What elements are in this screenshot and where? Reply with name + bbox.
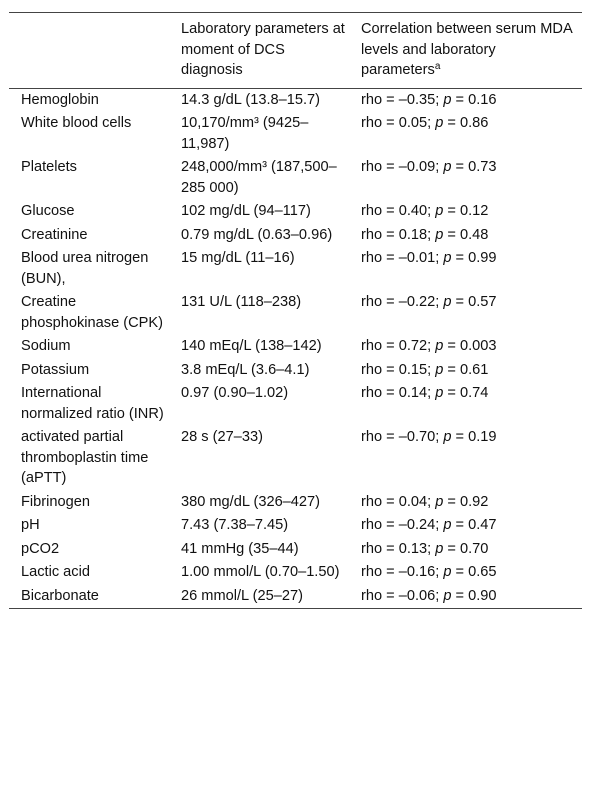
separator: ; xyxy=(435,429,444,445)
table-row xyxy=(9,491,582,515)
equals: = xyxy=(451,429,469,445)
header-correlation-text: Correlation between serum MDA levels and laboratory parameters xyxy=(361,21,572,78)
equals: = xyxy=(443,540,461,557)
separator: ; xyxy=(435,294,444,310)
value-cell: 248,000/mm³ (187,500–285 000) xyxy=(181,159,337,196)
separator: ; xyxy=(435,91,444,108)
p-value: 0.70 xyxy=(460,540,489,557)
equals: = xyxy=(451,91,469,108)
correlation-cell xyxy=(361,224,582,248)
separator: ; xyxy=(435,564,444,580)
value-cell: 0.79 mg/dL (0.63–0.96) xyxy=(181,226,333,243)
rho-label: rho = xyxy=(361,226,399,243)
footnote-marker: a xyxy=(434,61,441,72)
p-value: 0.003 xyxy=(460,338,497,354)
correlation-cell xyxy=(361,561,582,585)
parameter-cell: Creatine phosphokinase (CPK) xyxy=(21,294,163,331)
rho-label: rho = xyxy=(361,115,399,131)
value-cell: 1.00 mmol/L (0.70–1.50) xyxy=(181,564,340,580)
parameter-cell: White blood cells xyxy=(21,115,132,131)
p-label: p xyxy=(443,250,452,266)
separator: ; xyxy=(427,203,436,219)
p-label: p xyxy=(443,587,452,604)
p-value: 0.92 xyxy=(460,493,489,510)
value-cell: 41 mmHg (35–44) xyxy=(181,540,299,557)
parameter-cell: activated partial thromboplastin time (aPTT) xyxy=(21,429,149,486)
header-lab-parameters: Laboratory parameters at moment of DCS diagnosis xyxy=(181,21,345,78)
p-label: p xyxy=(435,338,444,354)
parameter-cell: Blood urea nitrogen (BUN), xyxy=(21,250,149,287)
value-cell: 131 U/L (118–238) xyxy=(181,294,302,310)
parameter-cell: pH xyxy=(21,517,40,533)
correlation-cell xyxy=(361,291,582,315)
p-value: 0.65 xyxy=(468,564,497,580)
p-label: p xyxy=(443,159,452,175)
table-row xyxy=(9,382,582,426)
value-cell: 0.97 (0.90–1.02) xyxy=(181,385,289,401)
parameter-cell: Lactic acid xyxy=(21,564,90,580)
separator: ; xyxy=(435,587,444,604)
rho-value: 0.05 xyxy=(398,115,428,131)
table-row xyxy=(9,112,582,156)
equals: = xyxy=(451,587,469,604)
p-value: 0.61 xyxy=(460,361,489,378)
p-value: 0.19 xyxy=(468,429,497,445)
table-row xyxy=(9,247,582,291)
table-body xyxy=(9,89,582,609)
equals: = xyxy=(451,294,469,310)
value-cell: 26 mmol/L (25–27) xyxy=(181,587,303,604)
table-row xyxy=(9,156,582,200)
rho-value: –0.35 xyxy=(398,91,436,108)
parameter-cell: Potassium xyxy=(21,361,90,378)
p-label: p xyxy=(435,115,444,131)
p-label: p xyxy=(435,540,444,557)
rho-label: rho = xyxy=(361,338,399,354)
rho-label: rho = xyxy=(361,429,399,445)
rho-label: rho = xyxy=(361,517,399,533)
table-row xyxy=(9,426,582,491)
p-label: p xyxy=(435,226,444,243)
equals: = xyxy=(451,517,469,533)
rho-label: rho = xyxy=(361,385,399,401)
table-header-row xyxy=(9,13,582,89)
table-row xyxy=(9,291,582,335)
rho-label: rho = xyxy=(361,587,399,604)
table-row xyxy=(9,585,582,609)
separator: ; xyxy=(427,493,436,510)
rho-value: 0.04 xyxy=(398,493,428,510)
value-cell: 380 mg/dL (326–427) xyxy=(181,493,321,510)
p-value: 0.99 xyxy=(468,250,497,266)
value-cell: 14.3 g/dL (13.8–15.7) xyxy=(181,91,321,108)
rho-label: rho = xyxy=(361,91,399,108)
header-correlation xyxy=(361,13,582,88)
rho-value: 0.15 xyxy=(398,361,428,378)
rho-label: rho = xyxy=(361,159,399,175)
table-row xyxy=(9,514,582,538)
separator: ; xyxy=(427,115,436,131)
table-row xyxy=(9,89,582,113)
p-value: 0.12 xyxy=(460,203,489,219)
p-label: p xyxy=(435,493,444,510)
rho-value: –0.06 xyxy=(398,587,436,604)
p-value: 0.90 xyxy=(468,587,497,604)
separator: ; xyxy=(427,385,436,401)
rho-label: rho = xyxy=(361,493,399,510)
correlation-cell xyxy=(361,585,582,609)
parameter-cell: Creatinine xyxy=(21,226,88,243)
value-cell: 15 mg/dL (11–16) xyxy=(181,250,295,266)
p-label: p xyxy=(435,203,444,219)
value-cell: 140 mEq/L (138–142) xyxy=(181,338,322,354)
correlation-cell xyxy=(361,247,582,271)
rho-value: –0.70 xyxy=(398,429,436,445)
p-value: 0.86 xyxy=(460,115,489,131)
parameter-cell: Hemoglobin xyxy=(21,91,99,108)
rho-value: –0.09 xyxy=(398,159,436,175)
separator: ; xyxy=(427,338,436,354)
correlation-cell xyxy=(361,538,582,562)
table-row xyxy=(9,538,582,562)
rho-label: rho = xyxy=(361,294,399,310)
header-empty xyxy=(9,13,181,26)
correlation-cell xyxy=(361,426,582,450)
rho-value: 0.18 xyxy=(398,226,428,243)
table-row xyxy=(9,335,582,359)
correlation-cell xyxy=(361,200,582,224)
separator: ; xyxy=(427,540,436,557)
p-label: p xyxy=(443,429,452,445)
p-label: p xyxy=(435,385,444,401)
value-cell: 28 s (27–33) xyxy=(181,429,263,445)
correlation-cell xyxy=(361,89,582,113)
table-row xyxy=(9,561,582,585)
parameter-cell: pCO2 xyxy=(21,540,60,557)
correlation-cell xyxy=(361,335,582,359)
equals: = xyxy=(451,564,469,580)
p-label: p xyxy=(443,517,452,533)
value-cell: 3.8 mEq/L (3.6–4.1) xyxy=(181,361,310,378)
p-value: 0.48 xyxy=(460,226,489,243)
parameter-cell: Sodium xyxy=(21,338,71,354)
p-label: p xyxy=(435,361,444,378)
rho-value: –0.22 xyxy=(398,294,436,310)
separator: ; xyxy=(435,159,444,175)
table-row xyxy=(9,200,582,224)
correlation-cell xyxy=(361,156,582,180)
rho-value: 0.14 xyxy=(398,385,428,401)
rho-label: rho = xyxy=(361,540,399,557)
separator: ; xyxy=(435,250,444,266)
table-row xyxy=(9,359,582,383)
rho-value: –0.24 xyxy=(398,517,436,533)
correlation-cell xyxy=(361,112,582,136)
rho-value: 0.72 xyxy=(398,338,428,354)
equals: = xyxy=(443,385,461,401)
parameter-cell: International normalized ratio (INR) xyxy=(21,385,164,422)
rho-label: rho = xyxy=(361,203,399,219)
rho-value: 0.13 xyxy=(398,540,428,557)
separator: ; xyxy=(427,226,436,243)
p-label: p xyxy=(443,564,452,580)
parameter-cell: Glucose xyxy=(21,203,75,219)
correlation-cell xyxy=(361,359,582,383)
correlation-cell xyxy=(361,514,582,538)
rho-label: rho = xyxy=(361,250,399,266)
equals: = xyxy=(443,361,461,378)
parameter-cell: Fibrinogen xyxy=(21,493,90,510)
parameter-cell: Bicarbonate xyxy=(21,587,99,604)
p-label: p xyxy=(443,91,452,108)
equals: = xyxy=(443,115,461,131)
equals: = xyxy=(443,203,461,219)
p-value: 0.73 xyxy=(468,159,497,175)
correlation-cell xyxy=(361,382,582,406)
equals: = xyxy=(451,250,469,266)
p-value: 0.74 xyxy=(460,385,489,401)
value-cell: 10,170/mm³ (9425–11,987) xyxy=(181,115,309,152)
value-cell: 7.43 (7.38–7.45) xyxy=(181,517,289,533)
separator: ; xyxy=(435,517,444,533)
p-label: p xyxy=(443,294,452,310)
table-row xyxy=(9,224,582,248)
rho-value: –0.16 xyxy=(398,564,436,580)
equals: = xyxy=(451,159,469,175)
equals: = xyxy=(443,226,461,243)
p-value: 0.47 xyxy=(468,517,497,533)
equals: = xyxy=(443,338,461,354)
parameter-cell: Platelets xyxy=(21,159,77,175)
value-cell: 102 mg/dL (94–117) xyxy=(181,203,311,219)
rho-value: 0.40 xyxy=(398,203,428,219)
separator: ; xyxy=(427,361,436,378)
equals: = xyxy=(443,493,461,510)
p-value: 0.57 xyxy=(468,294,497,310)
data-table xyxy=(9,12,582,609)
p-value: 0.16 xyxy=(468,91,497,108)
rho-label: rho = xyxy=(361,361,399,378)
rho-value: –0.01 xyxy=(398,250,436,266)
rho-label: rho = xyxy=(361,564,399,580)
correlation-cell xyxy=(361,491,582,515)
